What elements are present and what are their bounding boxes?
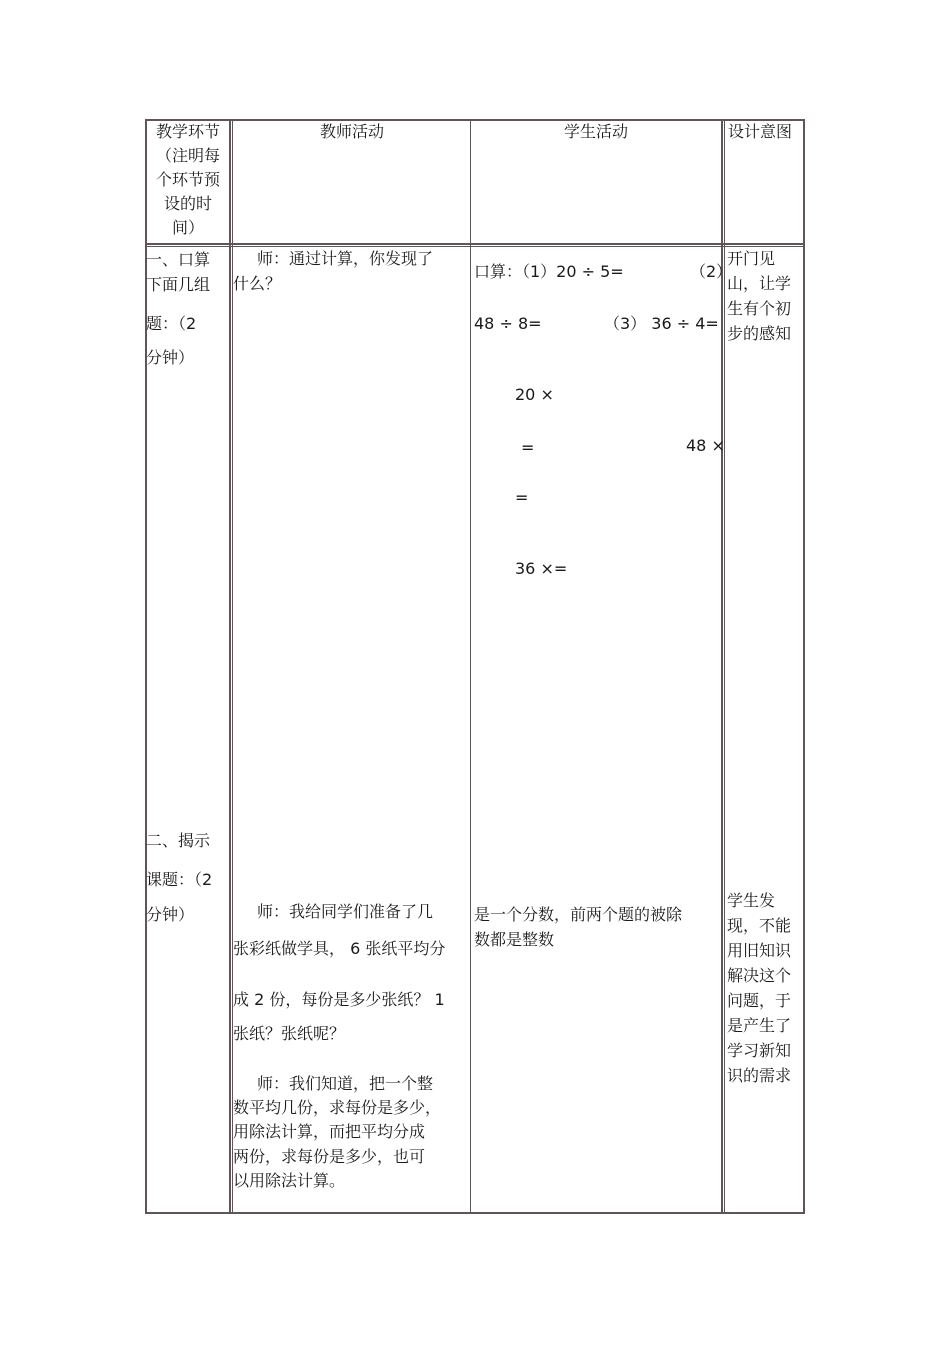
section2-design-line6: 是产生了 [727,1016,792,1035]
section2-teacher-p1-line3: 成 2 份，每份是多少张纸？ 1 [233,990,445,1009]
section2-teacher-p2-line4: 两份，求每份是多少，也可 [233,1147,426,1166]
section2-design-line7: 学习新知 [727,1041,792,1060]
section2-student-line1: 是一个分数，前两个题的被除 [474,905,683,924]
section1-stage-line3: 题：（2 [146,314,197,333]
section2-teacher-p2-line5: 以用除法计算。 [233,1171,346,1190]
section1-teacher-line1: 师：通过计算，你发现了 [257,249,434,268]
column-divider-1 [229,119,231,1214]
section1-design-line4: 步的感知 [727,324,792,343]
section2-design-line1: 学生发 [727,891,776,910]
section2-teacher-p1-line4: 张纸？张纸呢？ [233,1024,346,1043]
header-bottom-border-inner [145,246,805,247]
section1-student-line1-right: （2） [690,262,733,281]
section2-design-line5: 问题，于 [727,991,792,1010]
section2-design-line2: 现，不能 [727,916,792,935]
section1-student-line2-right: （3） 36 ÷ 4= [604,314,719,333]
section2-stage-line1: 二、揭示 [146,831,211,850]
section1-design-line2: 山，让学 [727,274,792,293]
section1-student-eq2: = [515,488,529,507]
column-divider-2 [470,119,471,1214]
header-stage: 教学环节 （注明每 个环节预 设的时 间） [155,122,220,237]
section1-teacher-line2: 什么？ [233,274,282,293]
section2-student-line2: 数都是整数 [474,930,555,949]
section1-design-line1: 开门见 [727,249,776,268]
section1-student-line1: 口算：（1）20 ÷ 5= [474,262,624,281]
section2-teacher-p2-line1: 师：我们知道，把一个整 [257,1074,434,1093]
section2-teacher-p2-line3: 用除法计算，而把平均分成 [233,1122,426,1141]
header-bottom-border [145,243,805,245]
header-student: 学生活动 [563,122,628,141]
section2-teacher-p2-line2: 数平均几份，求每份是多少， [233,1098,442,1117]
section1-stage-line2: 下面几组 [146,275,211,294]
section1-student-expr3: 36 ×= [515,559,568,578]
section1-student-eq1: = [521,438,535,457]
section2-teacher-p1-line2: 张彩纸做学具， 6 张纸平均分 [233,939,446,958]
section2-teacher-p1-line1: 师：我给同学们准备了几 [257,902,434,921]
section1-design-line3: 生有个初 [727,299,792,318]
section1-stage-line1: 一、口算 [146,250,211,269]
section2-design-line3: 用旧知识 [727,941,792,960]
section2-stage-line3: 分钟） [146,905,195,924]
section1-student-line2-left: 48 ÷ 8= [474,314,542,333]
table-bottom-border [145,1212,805,1214]
section1-student-expr2: 48 × [686,436,725,455]
section2-design-line4: 解决这个 [727,966,792,985]
table-right-border [803,119,805,1214]
section1-stage-line4: 分钟） [146,348,195,367]
header-design: 设计意图 [728,122,793,141]
header-teacher: 教师活动 [319,122,384,141]
section1-student-expr1: 20 × [515,385,554,404]
section2-design-line8: 识的需求 [727,1066,792,1085]
section2-stage-line2: 课题：（2 [146,870,213,889]
